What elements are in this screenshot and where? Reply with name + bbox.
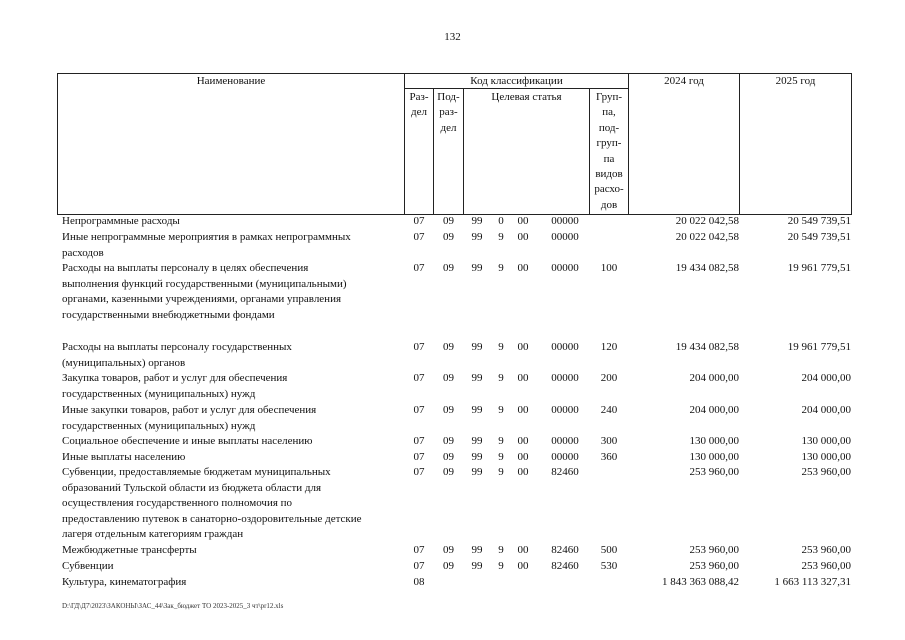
- row-name: [62, 434, 407, 450]
- row-cs-type: 9: [498, 231, 504, 243]
- row-cs-type: 9: [498, 435, 504, 447]
- row-razdel: 07: [413, 544, 425, 556]
- row-name: [62, 261, 407, 323]
- row-cs-main: 00: [517, 451, 529, 463]
- row-cs-main: 00: [517, 215, 529, 227]
- row-cs-direction: 00000: [551, 404, 579, 416]
- row-cs-type: 9: [498, 404, 504, 416]
- row-cs-direction: 82460: [551, 466, 579, 478]
- page-number: 132: [444, 31, 461, 43]
- row-name-line: государственных (муниципальных) нужд: [62, 419, 256, 432]
- row-cs-program: 99: [471, 215, 483, 227]
- header-tselevaya-cell: [463, 88, 590, 215]
- row-name-line: Закупка товаров, работ и услуг для обеспечения: [62, 372, 288, 384]
- row-name-line: расходов: [62, 246, 104, 259]
- header-razdel-line: Раз-: [409, 91, 429, 103]
- row-cs-program: 99: [471, 231, 483, 243]
- header-year-2024: 2024 год: [664, 75, 704, 87]
- row-name: [62, 340, 407, 371]
- header-podrazdel: [433, 90, 464, 136]
- row-cs-type: 9: [498, 560, 504, 572]
- row-name-line: государственными внебюджетными фондами: [62, 308, 275, 321]
- header-gruppa-line: расхо-: [594, 183, 624, 196]
- row-cs-program: 99: [471, 262, 483, 274]
- header-gruppa-line: под-: [598, 121, 620, 134]
- row-podrazdel: 09: [443, 341, 454, 353]
- row-2024: 253 960,00: [689, 466, 739, 478]
- row-2025: 130 000,00: [801, 451, 851, 463]
- row-name-line: лагеря отдельным категориям граждан: [62, 528, 244, 540]
- row-name: [62, 214, 407, 230]
- row-podrazdel: 09: [443, 262, 454, 274]
- row-podrazdel: 09: [443, 544, 454, 556]
- row-2024: 1 843 363 088,42: [662, 576, 739, 588]
- row-razdel: 07: [413, 231, 425, 243]
- row-cs-direction: 00000: [551, 435, 579, 447]
- row-name-line: Расходы на выплаты персоналу государственных: [62, 341, 292, 353]
- header-year1-cell: [628, 73, 740, 215]
- row-razdel: 07: [413, 215, 425, 227]
- row-name-line: выполнения функций государственными (муниципальными): [62, 277, 347, 290]
- row-2024: 253 960,00: [689, 544, 739, 556]
- row-cs-direction: 82460: [551, 544, 579, 556]
- row-podrazdel: 09: [443, 451, 454, 463]
- row-name-line: органами, казенными учреждениями, органами управления: [62, 293, 342, 305]
- row-cs-main: 00: [517, 404, 529, 416]
- row-podrazdel: 09: [443, 466, 454, 478]
- row-name-line: Субвенции, предоставляемые бюджетам муниципальных: [62, 466, 331, 478]
- row-2024: 204 000,00: [689, 372, 739, 384]
- row-name-line: образований Тульской области из бюджета области для: [62, 481, 322, 494]
- header-gruppa-line: Груп-: [595, 91, 623, 103]
- row-2025: 1 663 113 327,31: [774, 576, 851, 588]
- row-name-line: осуществления государственного полномочия по: [62, 497, 293, 509]
- row-cs-main: 00: [517, 560, 529, 572]
- row-cs-direction: 00000: [551, 372, 579, 384]
- row-cs-program: 99: [471, 451, 483, 463]
- row-podrazdel: 09: [443, 404, 454, 416]
- row-2025: 19 961 779,51: [787, 341, 851, 353]
- row-cs-main: 00: [517, 544, 529, 556]
- row-cs-type: 9: [498, 262, 504, 274]
- row-podrazdel: 09: [443, 215, 454, 227]
- row-podrazdel: 09: [443, 231, 454, 243]
- row-name-line: Непрограммные расходы: [62, 215, 180, 227]
- row-2025: 20 549 739,51: [787, 231, 851, 243]
- header-gruppa-line: дов: [600, 198, 618, 211]
- row-podrazdel: 09: [443, 435, 454, 447]
- row-2024: 19 434 082,58: [675, 262, 739, 274]
- row-cs-main: 00: [517, 231, 529, 243]
- row-vr: 240: [600, 404, 618, 416]
- row-vr: 120: [600, 341, 618, 353]
- row-vr: 300: [600, 435, 618, 447]
- row-cs-main: 00: [517, 435, 529, 447]
- row-name-line: государственных (муниципальных) нужд: [62, 387, 256, 400]
- header-year-2025: 2025 год: [775, 75, 816, 87]
- row-vr: 200: [600, 372, 618, 384]
- row-podrazdel: 09: [443, 560, 454, 572]
- header-podrazdel-line: раз-: [439, 106, 458, 119]
- row-cs-direction: 00000: [551, 231, 579, 243]
- row-cs-main: 00: [517, 466, 529, 478]
- row-cs-program: 99: [471, 544, 483, 556]
- row-cs-program: 99: [471, 560, 483, 572]
- row-cs-program: 99: [471, 404, 483, 416]
- row-name: [62, 575, 407, 591]
- row-2025: 253 960,00: [801, 560, 851, 572]
- row-name-line: Иные закупки товаров, работ и услуг для обеспечения: [62, 404, 317, 416]
- row-cs-direction: 00000: [551, 451, 579, 463]
- row-2024: 253 960,00: [689, 560, 739, 572]
- row-cs-type: 9: [498, 466, 504, 478]
- row-name: [62, 403, 407, 434]
- row-2025: 253 960,00: [801, 544, 851, 556]
- row-name-line: Культура, кинематография: [62, 576, 187, 588]
- row-name-line: Иные выплаты населению: [62, 451, 186, 463]
- row-name: [62, 450, 407, 466]
- row-name-line: (муниципальных) органов: [62, 356, 186, 369]
- header-year2-cell: [739, 73, 852, 215]
- row-2024: 19 434 082,58: [675, 341, 739, 353]
- row-2024: 20 022 042,58: [675, 215, 739, 227]
- row-cs-type: 9: [498, 451, 504, 463]
- header-razdel: [404, 90, 434, 121]
- header-name-cell: [57, 73, 405, 215]
- header-gruppa: [589, 90, 629, 213]
- file-path-footer: D:\ГД\Д7\2023\ЗАКОНЫ\ЗАС_44\Зак_бюджет ТО 2023-2025_3 чт\pr12.xls: [62, 602, 284, 610]
- row-cs-type: 9: [498, 372, 504, 384]
- row-name: [62, 543, 407, 559]
- header-gruppa-line: па: [603, 152, 615, 165]
- row-name-line: Межбюджетные трансферты: [62, 544, 197, 556]
- row-name: [62, 230, 407, 261]
- row-name-line: Социальное обеспечение и иные выплаты населению: [62, 435, 313, 447]
- row-razdel: 07: [413, 451, 425, 463]
- row-vr: 500: [600, 544, 618, 556]
- header-podrazdel-line: дел: [440, 121, 457, 134]
- row-razdel: 07: [413, 560, 425, 572]
- header-gruppa-line: груп-: [596, 137, 622, 150]
- row-cs-main: 00: [517, 341, 529, 353]
- row-podrazdel: 09: [443, 372, 454, 384]
- row-2025: 130 000,00: [801, 435, 851, 447]
- row-name-line: предоставлению путевок в санаторно-оздоровительные детские: [62, 512, 362, 525]
- header-gruppa-line: видов: [595, 168, 623, 181]
- row-razdel: 08: [413, 576, 425, 588]
- row-cs-type: 9: [498, 544, 504, 556]
- row-2025: 253 960,00: [801, 466, 851, 478]
- row-name-line: Расходы на выплаты персоналу в целях обеспечения: [62, 262, 309, 274]
- row-cs-program: 99: [471, 435, 483, 447]
- row-2025: 204 000,00: [801, 372, 851, 384]
- row-razdel: 07: [413, 435, 425, 447]
- row-name: [62, 371, 407, 402]
- row-razdel: 07: [413, 466, 425, 478]
- row-name-line: Субвенции: [62, 560, 114, 572]
- row-2025: 19 961 779,51: [787, 262, 851, 274]
- row-2025: 204 000,00: [801, 404, 851, 416]
- row-cs-type: 9: [498, 341, 504, 353]
- row-cs-main: 00: [517, 372, 529, 384]
- row-razdel: 07: [413, 262, 425, 274]
- row-name: [62, 559, 407, 575]
- header-gruppa-line: па,: [602, 106, 616, 119]
- row-cs-program: 99: [471, 372, 483, 384]
- row-cs-direction: 82460: [551, 560, 579, 572]
- header-podrazdel-line: Под-: [437, 91, 460, 103]
- header-code: Код классификации: [470, 75, 563, 87]
- header-tselevaya: Целевая статья: [491, 91, 562, 103]
- row-cs-direction: 00000: [551, 262, 579, 274]
- row-vr: 100: [600, 262, 618, 274]
- row-2025: 20 549 739,51: [787, 215, 851, 227]
- row-2024: 130 000,00: [689, 435, 739, 447]
- row-cs-type: 0: [498, 215, 504, 227]
- row-cs-main: 00: [517, 262, 529, 274]
- row-2024: 204 000,00: [689, 404, 739, 416]
- row-vr: 360: [600, 451, 618, 463]
- header-name: Наименование: [196, 75, 266, 87]
- row-cs-program: 99: [471, 466, 483, 478]
- row-cs-direction: 00000: [551, 215, 579, 227]
- row-razdel: 07: [413, 341, 425, 353]
- row-cs-program: 99: [471, 341, 483, 353]
- row-razdel: 07: [413, 372, 425, 384]
- row-2024: 130 000,00: [689, 451, 739, 463]
- row-vr: 530: [600, 560, 618, 572]
- row-2024: 20 022 042,58: [675, 231, 739, 243]
- row-cs-direction: 00000: [551, 341, 579, 353]
- row-name: [62, 465, 407, 543]
- row-razdel: 07: [413, 404, 425, 416]
- header-razdel-line: дел: [411, 106, 427, 119]
- row-name-line: Иные непрограммные мероприятия в рамках непрограммных: [62, 231, 351, 243]
